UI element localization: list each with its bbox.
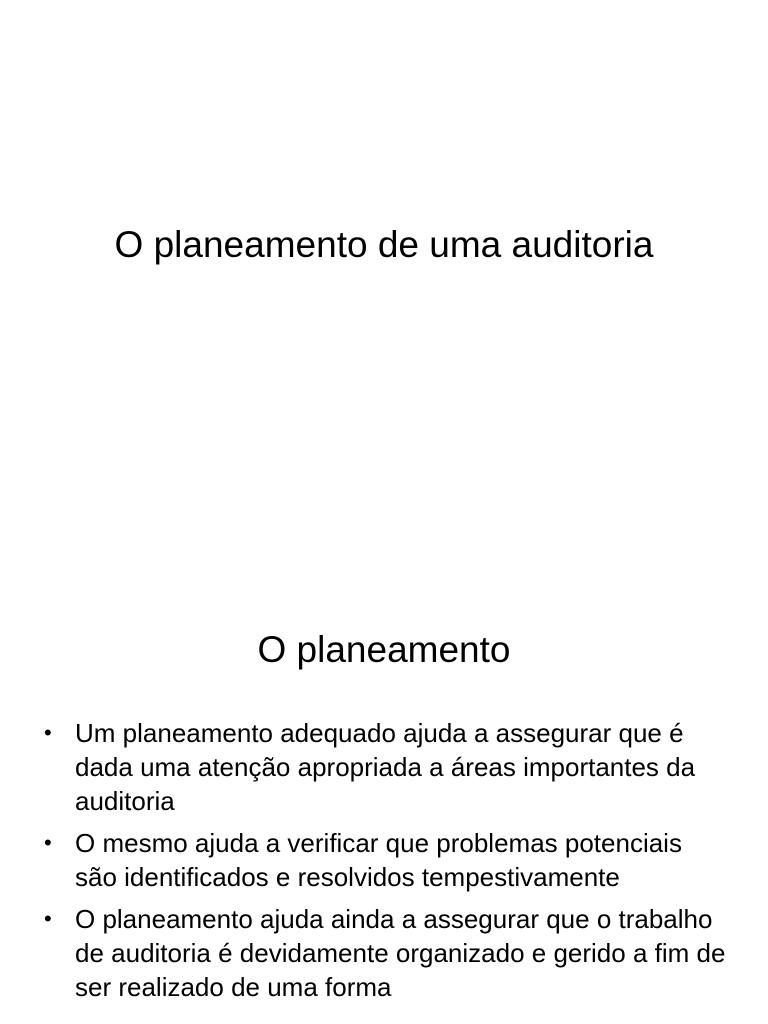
bullet-text: O planeamento ajuda ainda a assegurar que o trabalho de auditoria é devidamente organizado e gerido a fim de ser realizado de uma forma	[75, 904, 726, 1002]
bullet-dot-icon: •	[44, 830, 52, 855]
slide-content	[0, 576, 768, 1024]
slide-content-heading: O planeamento	[257, 629, 511, 670]
slide-title-heading: O planeamento de uma auditoria	[114, 224, 654, 265]
bullet-dot-icon: •	[44, 906, 52, 931]
bullet-item	[40, 716, 730, 818]
bullet-item	[40, 826, 730, 894]
bullet-list	[40, 716, 730, 1004]
bullet-text: O mesmo ajuda a verificar que problemas potenciais são identificados e resolvidos tempestivamente	[75, 828, 682, 892]
bullet-item	[40, 902, 730, 1004]
bullet-text: Um planeamento adequado ajuda a assegurar que é dada uma atenção apropriada a áreas importantes da auditoria	[75, 718, 696, 816]
bullet-dot-icon: •	[44, 720, 52, 745]
